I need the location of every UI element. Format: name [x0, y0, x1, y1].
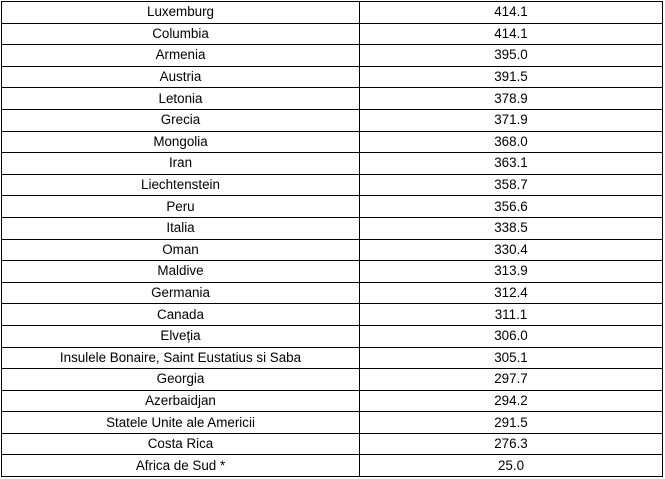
value-cell: 338.5 — [360, 217, 663, 239]
country-cell: Canada — [2, 304, 360, 326]
country-cell: Letonia — [2, 88, 360, 110]
value-cell: 330.4 — [360, 239, 663, 261]
country-cell: Costa Rica — [2, 433, 360, 455]
country-value-table — [1, 1, 663, 477]
value-cell: 294.2 — [360, 390, 663, 412]
country-cell: Mongolia — [2, 131, 360, 153]
value-cell: 305.1 — [360, 347, 663, 369]
country-cell: Maldive — [2, 261, 360, 283]
value-cell: 414.1 — [360, 2, 663, 24]
table-row — [2, 433, 663, 455]
value-cell: 312.4 — [360, 282, 663, 304]
value-cell: 276.3 — [360, 433, 663, 455]
value-cell: 414.1 — [360, 23, 663, 45]
country-cell: Austria — [2, 66, 360, 88]
table-row — [2, 45, 663, 67]
table-row — [2, 304, 663, 326]
country-cell: Oman — [2, 239, 360, 261]
value-cell: 356.6 — [360, 196, 663, 218]
table-row — [2, 412, 663, 434]
table-row — [2, 88, 663, 110]
table-row — [2, 2, 663, 24]
table-row — [2, 23, 663, 45]
country-cell: Columbia — [2, 23, 360, 45]
country-cell: Insulele Bonaire, Saint Eustatius si Saba — [2, 347, 360, 369]
value-cell: 395.0 — [360, 45, 663, 67]
value-cell: 311.1 — [360, 304, 663, 326]
table-row — [2, 282, 663, 304]
table-row — [2, 325, 663, 347]
value-cell: 25.0 — [360, 455, 663, 477]
table-row — [2, 66, 663, 88]
value-cell: 371.9 — [360, 109, 663, 131]
country-cell: Statele Unite ale Americii — [2, 412, 360, 434]
country-cell: Luxemburg — [2, 2, 360, 24]
country-cell: Elveția — [2, 325, 360, 347]
value-cell: 297.7 — [360, 369, 663, 391]
table-row — [2, 217, 663, 239]
table-row — [2, 174, 663, 196]
value-cell: 313.9 — [360, 261, 663, 283]
country-cell: Peru — [2, 196, 360, 218]
table-row — [2, 390, 663, 412]
value-cell: 358.7 — [360, 174, 663, 196]
country-cell: Azerbaidjan — [2, 390, 360, 412]
value-cell: 306.0 — [360, 325, 663, 347]
table-row — [2, 239, 663, 261]
table-row — [2, 196, 663, 218]
country-cell: Armenia — [2, 45, 360, 67]
country-cell: Georgia — [2, 369, 360, 391]
table-row — [2, 455, 663, 477]
value-cell: 391.5 — [360, 66, 663, 88]
table-row — [2, 347, 663, 369]
value-cell: 291.5 — [360, 412, 663, 434]
table-row — [2, 261, 663, 283]
value-cell: 378.9 — [360, 88, 663, 110]
country-cell: Iran — [2, 153, 360, 175]
country-cell: Germania — [2, 282, 360, 304]
country-cell: Africa de Sud * — [2, 455, 360, 477]
table-row — [2, 369, 663, 391]
table-row — [2, 109, 663, 131]
table-row — [2, 131, 663, 153]
table-row — [2, 153, 663, 175]
country-cell: Italia — [2, 217, 360, 239]
value-cell: 363.1 — [360, 153, 663, 175]
country-cell: Liechtenstein — [2, 174, 360, 196]
value-cell: 368.0 — [360, 131, 663, 153]
table-body — [2, 2, 663, 477]
country-cell: Grecia — [2, 109, 360, 131]
